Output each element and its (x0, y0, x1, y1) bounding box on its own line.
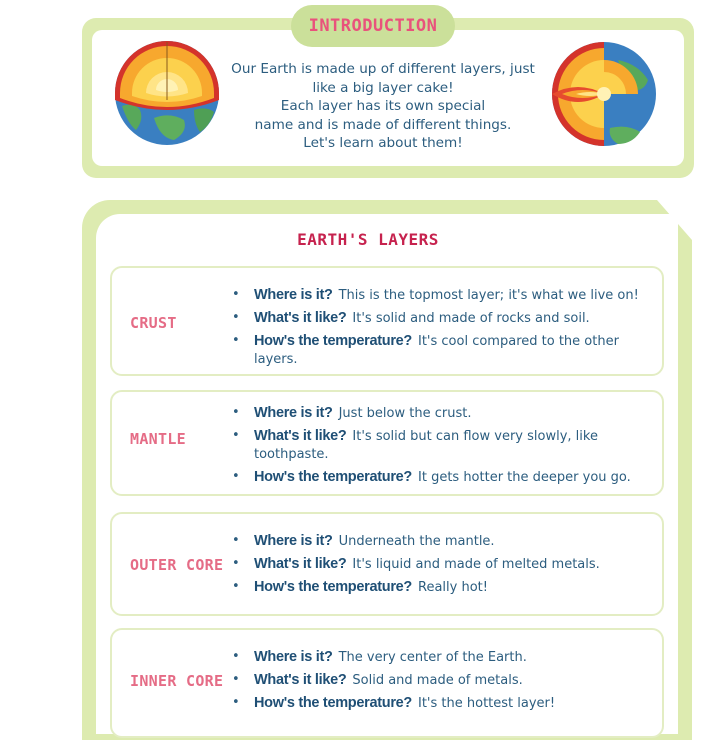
layer-name: OUTER CORE (130, 556, 224, 574)
fact-row (232, 332, 652, 369)
fact-row (232, 694, 652, 713)
fact-question: What's it like? (254, 672, 347, 688)
fact-row (232, 555, 652, 574)
layers-heading: EARTH'S LAYERS (297, 230, 439, 249)
fact-answer: Just below the crust. (338, 406, 472, 421)
bullet-icon: • (232, 287, 240, 302)
fact-row (232, 404, 652, 423)
bullet-icon: • (232, 672, 240, 687)
layer-name: INNER CORE (130, 672, 224, 690)
intro-heading: INTRODUCTION (308, 16, 438, 36)
bullet-icon: • (232, 695, 240, 710)
fact-question: What's it like? (254, 310, 347, 326)
fact-answer: It gets hotter the deeper you go. (418, 470, 631, 485)
fact-question: Where is it? (254, 649, 333, 665)
bullet-icon: • (232, 405, 240, 420)
layer-card-outer-core (110, 512, 664, 616)
fact-answer: Underneath the mantle. (338, 534, 495, 549)
bullet-icon: • (232, 310, 240, 325)
layer-card-mantle (110, 390, 664, 496)
fact-row (232, 427, 652, 464)
fact-row (232, 468, 652, 487)
layer-facts (232, 648, 652, 717)
layers-heading-wrap (270, 230, 466, 249)
layer-name: MANTLE (130, 430, 186, 448)
intro-line: Each layer has its own special (280, 98, 486, 114)
layer-facts (232, 532, 652, 601)
fact-row (232, 532, 652, 551)
earth-cutaway-icon (114, 40, 220, 146)
intro-line: like a big layer cake! (312, 79, 454, 96)
fact-question: How's the temperature? (254, 469, 412, 485)
earth-cross-section-icon (548, 40, 656, 148)
fact-answer: It's the hottest layer! (418, 696, 556, 711)
bullet-icon: • (232, 333, 240, 348)
fact-answer: It's cool compared to the other layers. (254, 334, 619, 367)
fact-row (232, 648, 652, 667)
fact-row (232, 578, 652, 597)
bullet-icon: • (232, 649, 240, 664)
intro-line: Let's learn about them! (303, 135, 463, 151)
fact-row (232, 671, 652, 690)
fact-question: What's it like? (254, 428, 347, 444)
fact-question: Where is it? (254, 287, 333, 303)
fact-question: Where is it? (254, 405, 333, 421)
fact-question: How's the temperature? (254, 695, 412, 711)
fact-question: What's it like? (254, 556, 347, 572)
fact-question: How's the temperature? (254, 579, 412, 595)
layer-facts (232, 286, 652, 373)
intro-line: name and is made of different things. (254, 116, 512, 133)
fact-answer: It's liquid and made of melted metals. (352, 557, 600, 572)
layer-facts (232, 404, 652, 491)
fact-row (232, 309, 652, 328)
bullet-icon: • (232, 428, 240, 443)
bullet-icon: • (232, 556, 240, 571)
intro-line: Our Earth is made up of different layers, just (231, 61, 535, 77)
intro-paragraph (218, 60, 548, 153)
intro-heading-tab (291, 5, 455, 47)
fact-answer: This is the topmost layer; it's what we live on! (338, 288, 639, 303)
bullet-icon: • (232, 469, 240, 484)
fact-question: How's the temperature? (254, 333, 412, 349)
fact-row (232, 286, 652, 305)
bullet-icon: • (232, 533, 240, 548)
fact-answer: Really hot! (418, 580, 488, 595)
fact-answer: Solid and made of metals. (352, 673, 523, 688)
layer-card-crust (110, 266, 664, 376)
fact-question: Where is it? (254, 533, 333, 549)
bullet-icon: • (232, 579, 240, 594)
layer-card-inner-core (110, 628, 664, 738)
fact-answer: It's solid but can flow very slowly, like toothpaste. (254, 429, 598, 462)
layer-name: CRUST (130, 314, 177, 332)
fact-answer: The very center of the Earth. (338, 650, 527, 665)
fact-answer: It's solid and made of rocks and soil. (352, 311, 590, 326)
